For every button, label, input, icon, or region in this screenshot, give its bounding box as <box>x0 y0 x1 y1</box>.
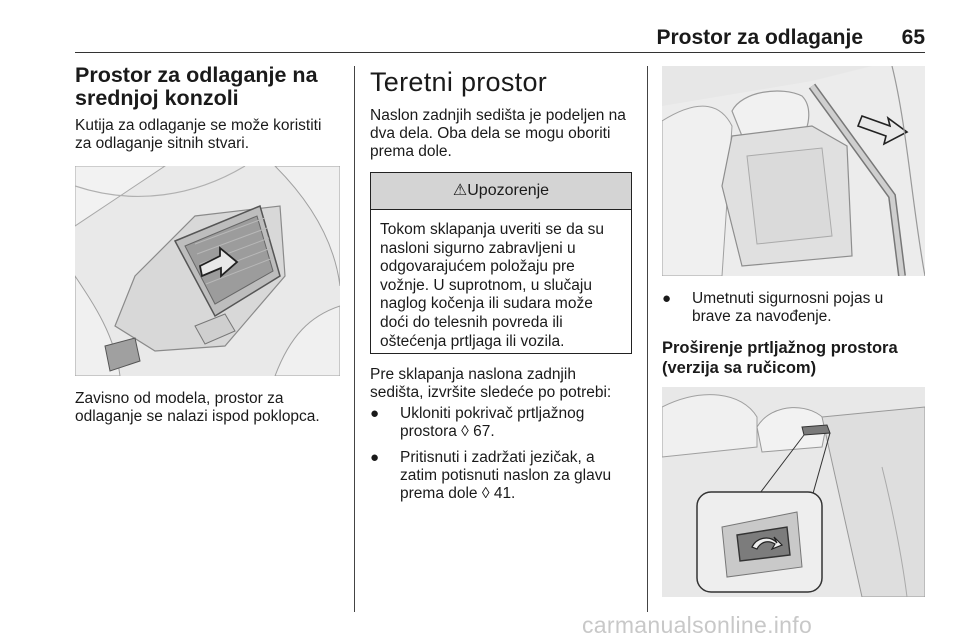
list-item: ● Ukloniti pokrivač prtljažnog prostora ◊ 67. <box>370 405 585 440</box>
bullet-icon: ● <box>370 405 380 422</box>
column-divider-2 <box>647 66 648 612</box>
section-heading-extension: Proširenje prtljažnog prostora (verzija sa ručicom) <box>662 339 898 377</box>
section-heading-cargo: Teretni prostor <box>370 67 548 97</box>
rear-seat-belt-illustration <box>662 66 925 276</box>
page-number: 65 <box>901 26 925 49</box>
warning-text: Tokom sklapanja uveriti se da su nasloni sigurno zabravljeni u odgovarajućem položaju pre vožnje. U suprotnom, u slučaju naglog kočenja ili sudara može doći do telesnih povreda ili oštećenja prtljaga ili vozila. <box>380 221 605 350</box>
bullet-icon: ● <box>370 449 380 466</box>
console-caption: Zavisno od modela, prostor za odlaganje se nalazi ispod poklopca. <box>75 390 320 425</box>
list-item: ● Umetnuti sigurnosni pojas u brave za navođenje. <box>662 290 884 325</box>
console-storage-illustration <box>75 166 340 376</box>
bullet-icon: ● <box>662 290 672 307</box>
console-intro: Kutija za odlaganje se može koristiti za odlaganje sitnih stvari. <box>75 117 322 152</box>
page-header <box>75 26 925 53</box>
middle-column <box>370 66 635 161</box>
column-divider-1 <box>354 66 355 612</box>
warning-icon: ⚠ <box>452 182 468 199</box>
before-folding-text: Pre sklapanja naslona zadnjih sedišta, izvršite sledeće po potrebi: <box>370 366 612 401</box>
section-heading-console: Prostor za odlaganje na srednjoj konzoli <box>75 63 318 110</box>
warning-box <box>370 172 632 354</box>
left-column <box>75 64 340 153</box>
list-item: ● Pritisnuti i zadržati jezičak, a zatim potisnuti naslon za glavu prema dole ◊ 41. <box>370 449 612 502</box>
seat-release-handle-illustration <box>662 387 925 597</box>
header-title: Prostor za odlaganje <box>656 26 863 49</box>
warning-title: Upozorenje <box>467 182 550 199</box>
cargo-intro: Naslon zadnjih sedišta je podeljen na dva dela. Oba dela se mogu oboriti prema dole. <box>370 107 626 160</box>
watermark: carmanualsonline.info <box>582 612 813 638</box>
warning-header <box>371 173 631 210</box>
